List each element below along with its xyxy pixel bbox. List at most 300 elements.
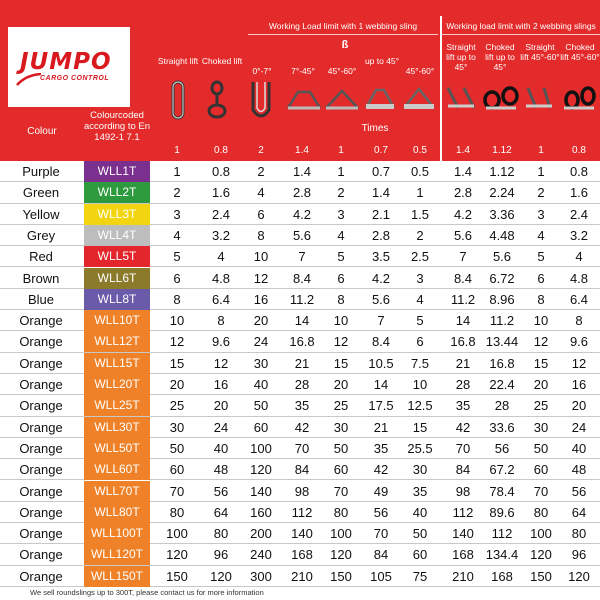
load-value-cell: 30 [412, 462, 428, 478]
load-value-cell: 35 [412, 483, 428, 499]
load-value-cell: 28 [494, 398, 510, 414]
load-value-cell: 56 [494, 440, 510, 456]
load-value-cell: 2.8 [453, 185, 473, 201]
load-value-cell: 98 [294, 483, 310, 499]
load-value-cell: 300 [250, 568, 272, 584]
load-value-cell: 28 [455, 377, 471, 392]
wll-code-cell: WLL80T [84, 502, 150, 523]
colourcoded-column-header: Colourcoded according to En 1492-1 7.1 [84, 110, 151, 143]
load-value-cell: 70 [169, 483, 185, 499]
load-value-cell: 1 [173, 164, 181, 179]
load-value-cell: 6 [337, 270, 345, 286]
load-value-cell: 16.8 [289, 334, 315, 350]
load-value-cell: 30 [333, 419, 349, 435]
choked-lift-icon [206, 80, 228, 120]
load-value-cell: 10 [412, 377, 428, 392]
load-value-cell: 134.4 [485, 547, 519, 563]
times-factor: 1 [538, 145, 544, 156]
load-value-cell: 5.6 [492, 249, 512, 265]
load-value-cell: 60 [253, 419, 269, 435]
col-header-0-7: 0°-7° [252, 66, 272, 76]
colour-name-cell: Red [29, 249, 53, 265]
wll-code-cell: WLL8T [84, 289, 150, 310]
wll-code-cell: WLL30T [84, 417, 150, 438]
load-value-cell: 2.1 [371, 206, 391, 222]
load-value-cell: 0.5 [410, 164, 430, 179]
table-row [0, 523, 600, 544]
load-value-cell: 6.4 [211, 291, 231, 307]
wll-code-cell: WLL4T [84, 225, 150, 246]
load-value-cell: 5.6 [371, 291, 391, 307]
load-value-cell: 70 [533, 483, 549, 499]
load-value-cell: 70 [333, 483, 349, 499]
table-row [0, 331, 600, 352]
load-value-cell: 1.6 [569, 185, 589, 201]
load-value-cell: 10 [533, 313, 549, 329]
basket-vertical-icon [248, 80, 274, 120]
load-value-cell: 4 [337, 227, 345, 243]
load-value-cell: 120 [210, 568, 232, 584]
load-value-cell: 16 [253, 291, 269, 307]
times-factor: 0.7 [374, 145, 388, 156]
load-value-cell: 24 [571, 419, 587, 435]
times-factor: 1 [338, 145, 344, 156]
load-value-cell: 1.4 [453, 164, 473, 179]
load-value-cell: 4 [537, 227, 545, 243]
table-row [0, 268, 600, 289]
load-value-cell: 3 [537, 206, 545, 222]
load-value-cell: 5.6 [292, 227, 312, 243]
load-value-cell: 4.8 [569, 270, 589, 286]
load-value-cell: 210 [291, 568, 313, 584]
load-value-cell: 48 [213, 462, 229, 478]
load-value-cell: 140 [452, 526, 474, 542]
group-one-title: Working Load limit with 1 webbing sling [268, 21, 418, 31]
load-value-cell: 120 [250, 462, 272, 478]
table-row [0, 417, 600, 438]
two-sling-choked-45-icon [482, 82, 520, 112]
wll-code-cell: WLL100T [84, 523, 150, 544]
load-value-cell: 1 [337, 164, 345, 179]
load-value-cell: 60 [533, 462, 549, 478]
load-value-cell: 168 [291, 547, 313, 563]
load-value-cell: 4 [217, 249, 225, 265]
load-value-cell: 8 [173, 291, 181, 307]
load-value-cell: 120 [166, 547, 188, 563]
basket-7-45-icon [286, 88, 322, 112]
load-value-cell: 20 [571, 398, 587, 414]
load-value-cell: 1 [416, 185, 424, 201]
load-value-cell: 11.2 [489, 313, 515, 329]
table-row [0, 438, 600, 459]
load-value-cell: 8.4 [453, 270, 473, 286]
load-value-cell: 80 [213, 526, 229, 542]
colour-name-cell: Orange [19, 504, 63, 520]
load-value-cell: 3.2 [569, 227, 589, 243]
load-value-cell: 6.72 [489, 270, 515, 286]
load-value-cell: 12 [533, 334, 549, 350]
logo-swoosh-icon [16, 73, 42, 87]
load-value-cell: 35 [373, 440, 389, 456]
colour-name-cell: Orange [19, 334, 63, 350]
load-value-cell: 2 [173, 185, 181, 201]
col-header-choked-lift: Choked lift [201, 56, 243, 66]
load-value-cell: 8.4 [292, 270, 312, 286]
load-value-cell: 20 [169, 377, 185, 392]
load-value-cell: 21 [455, 355, 471, 371]
load-value-cell: 84 [373, 547, 389, 563]
load-value-cell: 84 [294, 462, 310, 478]
load-value-cell: 50 [169, 440, 185, 456]
times-factor: 1.4 [456, 145, 470, 156]
load-value-cell: 9.6 [569, 334, 589, 350]
load-value-cell: 96 [571, 547, 587, 563]
load-value-cell: 60 [169, 462, 185, 478]
load-value-cell: 150 [530, 568, 552, 584]
load-value-cell: 1.4 [371, 185, 391, 201]
load-value-cell: 6 [257, 206, 265, 222]
col-header-2s-choked-60: Choked lift 45°-60° [560, 42, 600, 62]
load-value-cell: 140 [250, 483, 272, 499]
load-value-cell: 35 [455, 398, 471, 414]
wll-code-cell: WLL6T [84, 268, 150, 289]
load-value-cell: 1.6 [211, 185, 231, 201]
load-value-cell: 2 [416, 227, 424, 243]
table-row [0, 544, 600, 565]
load-value-cell: 112 [291, 504, 313, 520]
beta-symbol: ß [341, 39, 349, 51]
choked-up-to-45-icon [364, 86, 396, 112]
two-sling-straight-45-icon [444, 84, 478, 112]
load-value-cell: 15 [169, 355, 185, 371]
wll-code-cell: WLL10T [84, 310, 150, 331]
load-value-cell: 210 [452, 568, 474, 584]
col-header-2s-straight-60: Straight lift 45°-60° [520, 42, 560, 62]
load-value-cell: 5.6 [453, 227, 473, 243]
load-value-cell: 105 [370, 568, 392, 584]
load-value-cell: 6.4 [569, 291, 589, 307]
load-value-cell: 25 [533, 398, 549, 414]
load-value-cell: 4.2 [292, 206, 312, 222]
load-value-cell: 1.4 [292, 164, 312, 179]
times-band [150, 123, 600, 136]
load-value-cell: 3.2 [211, 227, 231, 243]
colour-name-cell: Orange [19, 419, 63, 435]
load-value-cell: 49 [373, 483, 389, 499]
load-value-cell: 0.8 [569, 164, 589, 179]
load-value-cell: 14 [455, 313, 471, 329]
logo-brand: JUMPO [20, 49, 112, 75]
load-value-cell: 16.8 [450, 334, 476, 350]
load-value-cell: 10 [333, 313, 349, 329]
load-value-cell: 84 [455, 462, 471, 478]
group-divider [440, 16, 442, 161]
wll-code-cell: WLL70T [84, 481, 150, 502]
load-value-cell: 25 [169, 398, 185, 414]
load-value-cell: 20 [533, 377, 549, 392]
times-label: Times [361, 123, 389, 134]
table-row [0, 502, 600, 523]
load-value-cell: 40 [253, 377, 269, 392]
col-header-straight-lift: Straight lift [157, 56, 199, 66]
choked-45-60-icon [402, 86, 436, 112]
group-two-line [442, 34, 600, 35]
load-value-cell: 15 [412, 419, 428, 435]
table-row [0, 566, 600, 587]
load-value-cell: 2 [257, 164, 265, 179]
load-value-cell: 8.4 [371, 334, 391, 350]
load-value-cell: 12 [253, 270, 269, 286]
load-value-cell: 1 [537, 164, 545, 179]
table-row [0, 204, 600, 225]
wll-code-cell: WLL60T [84, 459, 150, 480]
colour-name-cell: Orange [19, 483, 63, 499]
colour-name-cell: Orange [19, 377, 63, 392]
load-value-cell: 8 [575, 313, 583, 329]
load-value-cell: 56 [373, 504, 389, 520]
load-value-cell: 120 [568, 568, 590, 584]
load-value-cell: 56 [571, 483, 587, 499]
load-value-cell: 15 [333, 355, 349, 371]
load-value-cell: 78.4 [489, 483, 515, 499]
load-value-cell: 100 [250, 440, 272, 456]
load-value-cell: 64 [571, 504, 587, 520]
colour-name-cell: Orange [19, 526, 63, 542]
load-value-cell: 12.5 [407, 398, 433, 414]
colour-name-cell: Orange [19, 355, 63, 371]
load-value-cell: 3 [416, 270, 424, 286]
col-header-45-60: 45°-60° [327, 66, 357, 76]
load-value-cell: 20 [213, 398, 229, 414]
load-value-cell: 30 [253, 355, 269, 371]
load-value-cell: 98 [455, 483, 471, 499]
load-value-cell: 4.2 [453, 206, 473, 222]
load-value-cell: 70 [455, 440, 471, 456]
load-value-cell: 80 [169, 504, 185, 520]
load-value-cell: 4.8 [211, 270, 231, 286]
load-value-cell: 50 [333, 440, 349, 456]
colour-name-cell: Blue [27, 291, 55, 307]
load-value-cell: 120 [330, 547, 352, 563]
load-value-cell: 120 [530, 547, 552, 563]
load-value-cell: 11.2 [450, 291, 476, 307]
group-one-line [248, 34, 438, 35]
times-factor: 2 [258, 145, 264, 156]
load-value-cell: 14 [294, 313, 310, 329]
load-value-cell: 42 [294, 419, 310, 435]
load-value-cell: 64 [213, 504, 229, 520]
load-value-cell: 168 [491, 568, 513, 584]
load-value-cell: 24 [213, 419, 229, 435]
load-value-cell: 22.4 [489, 377, 515, 392]
table-row [0, 289, 600, 310]
load-value-cell: 20 [333, 377, 349, 392]
load-value-cell: 35 [294, 398, 310, 414]
logo [8, 27, 130, 107]
load-value-cell: 4 [575, 249, 583, 265]
wll-code-cell: WLL25T [84, 395, 150, 416]
load-value-cell: 150 [166, 568, 188, 584]
wll-code-cell: WLL20T [84, 374, 150, 395]
load-value-cell: 2.8 [371, 227, 391, 243]
colour-name-cell: Orange [19, 398, 63, 414]
table-row [0, 161, 600, 182]
wll-code-cell: WLL3T [84, 204, 150, 225]
load-value-cell: 6 [416, 334, 424, 350]
load-value-cell: 2.8 [292, 185, 312, 201]
load-value-cell: 0.8 [211, 164, 231, 179]
load-value-cell: 16.8 [489, 355, 515, 371]
colour-name-cell: Orange [19, 440, 63, 456]
table-row [0, 353, 600, 374]
load-value-cell: 14 [373, 377, 389, 392]
load-value-cell: 96 [213, 547, 229, 563]
load-value-cell: 4 [416, 291, 424, 307]
load-value-cell: 12 [333, 334, 349, 350]
table-row [0, 310, 600, 331]
load-value-cell: 17.5 [368, 398, 394, 414]
colour-name-cell: Yellow [22, 206, 60, 222]
load-value-cell: 7 [298, 249, 306, 265]
colour-column-header: Colour [27, 126, 57, 137]
load-value-cell: 40 [213, 440, 229, 456]
load-value-cell: 12 [213, 355, 229, 371]
colour-name-cell: Brown [22, 270, 60, 286]
load-value-cell: 67.2 [489, 462, 515, 478]
load-value-cell: 2.5 [410, 249, 430, 265]
logo-tagline: CARGO CONTROL [40, 75, 110, 82]
two-sling-straight-60-icon [522, 84, 556, 112]
load-value-cell: 8 [337, 291, 345, 307]
times-factor: 0.8 [572, 145, 586, 156]
load-value-cell: 100 [166, 526, 188, 542]
load-value-cell: 25 [333, 398, 349, 414]
load-value-cell: 89.6 [489, 504, 515, 520]
load-value-cell: 8 [257, 227, 265, 243]
load-value-cell: 2.24 [489, 185, 515, 201]
load-value-cell: 8 [537, 291, 545, 307]
load-value-cell: 5 [416, 313, 424, 329]
times-factor: 1.4 [295, 145, 309, 156]
wll-code-cell: WLL15T [84, 353, 150, 374]
colour-name-cell: Orange [19, 462, 63, 478]
load-value-cell: 3.5 [371, 249, 391, 265]
load-value-cell: 24 [253, 334, 269, 350]
colour-name-cell: Grey [26, 227, 56, 243]
load-value-cell: 100 [530, 526, 552, 542]
load-value-cell: 70 [294, 440, 310, 456]
load-value-cell: 3 [173, 206, 181, 222]
wll-code-cell: WLL50T [84, 438, 150, 459]
load-value-cell: 9.6 [211, 334, 231, 350]
load-value-cell: 112 [452, 504, 474, 520]
load-value-cell: 50 [412, 526, 428, 542]
load-value-cell: 80 [571, 526, 587, 542]
table-row [0, 246, 600, 267]
load-value-cell: 7 [459, 249, 467, 265]
load-value-cell: 2 [337, 185, 345, 201]
load-value-cell: 6 [173, 270, 181, 286]
colour-name-cell: Orange [19, 547, 63, 563]
wll-code-cell: WLL5T [84, 246, 150, 267]
load-value-cell: 2 [537, 185, 545, 201]
times-factor: 1.12 [492, 145, 512, 156]
table-row [0, 395, 600, 416]
load-value-cell: 8.96 [489, 291, 515, 307]
load-value-cell: 75 [412, 568, 428, 584]
load-value-cell: 15 [533, 355, 549, 371]
basket-45-60-icon [324, 88, 360, 112]
load-value-cell: 1.12 [489, 164, 515, 179]
load-value-cell: 60 [412, 547, 428, 563]
footer-note: We sell roundslings up to 300T, please contact us for more information [30, 588, 264, 597]
load-value-cell: 10.5 [368, 355, 394, 371]
wll-code-cell: WLL2T [84, 182, 150, 203]
table-row [0, 225, 600, 246]
load-value-cell: 25.5 [407, 440, 433, 456]
load-value-cell: 30 [533, 419, 549, 435]
load-value-cell: 112 [491, 526, 513, 542]
table-row [0, 182, 600, 203]
load-value-cell: 3.36 [489, 206, 515, 222]
table-header [0, 0, 600, 161]
load-value-cell: 5 [173, 249, 181, 265]
table-row [0, 374, 600, 395]
load-value-cell: 50 [533, 440, 549, 456]
times-factor: 0.5 [413, 145, 427, 156]
wll-code-cell: WLL12T [84, 331, 150, 352]
wll-code-cell: WLL120T [84, 544, 150, 565]
load-value-cell: 0.7 [371, 164, 391, 179]
wll-code-cell: WLL1T [84, 161, 150, 182]
load-value-cell: 16 [571, 377, 587, 392]
load-value-cell: 28 [294, 377, 310, 392]
load-value-cell: 240 [250, 547, 272, 563]
straight-lift-icon [170, 80, 186, 120]
wll-code-cell: WLL150T [84, 566, 150, 587]
col-header-2s-choked-45: Choked lift up to 45° [485, 42, 515, 72]
load-value-cell: 10 [169, 313, 185, 329]
load-value-cell: 48 [571, 462, 587, 478]
load-value-cell: 40 [571, 440, 587, 456]
load-value-cell: 50 [253, 398, 269, 414]
load-value-cell: 5 [537, 249, 545, 265]
times-factor: 0.8 [214, 145, 228, 156]
load-value-cell: 6 [537, 270, 545, 286]
load-value-cell: 21 [373, 419, 389, 435]
load-value-cell: 42 [455, 419, 471, 435]
load-value-cell: 60 [333, 462, 349, 478]
load-value-cell: 70 [373, 526, 389, 542]
load-value-cell: 11.2 [289, 291, 315, 307]
colour-name-cell: Purple [22, 164, 60, 179]
col-header-2s-straight-45: Straight lift up to 45° [446, 42, 476, 72]
load-value-cell: 7 [377, 313, 385, 329]
colour-name-cell: Green [22, 185, 60, 201]
load-value-cell: 150 [330, 568, 352, 584]
load-value-cell: 30 [169, 419, 185, 435]
load-value-cell: 80 [333, 504, 349, 520]
two-sling-choked-60-icon [560, 82, 598, 112]
load-value-cell: 160 [250, 504, 272, 520]
table-row [0, 481, 600, 502]
load-value-cell: 4.2 [371, 270, 391, 286]
load-value-cell: 56 [213, 483, 229, 499]
load-value-cell: 33.6 [489, 419, 515, 435]
load-value-cell: 4 [173, 227, 181, 243]
col-header-up-to-45: up to 45° [364, 56, 400, 66]
load-value-cell: 2.4 [211, 206, 231, 222]
